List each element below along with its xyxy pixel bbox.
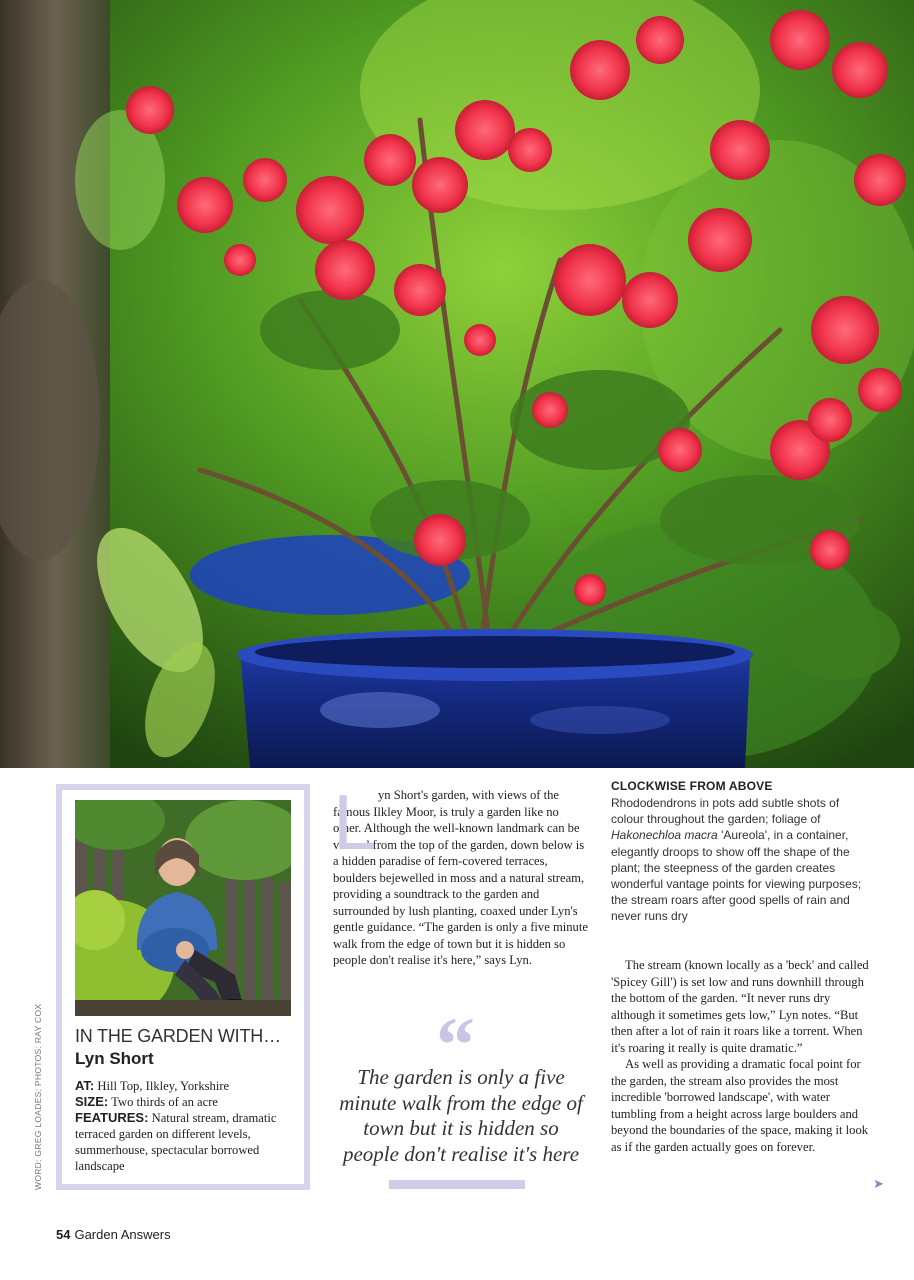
photo-caption <box>611 795 873 925</box>
sidebar-kicker: IN THE GARDEN WITH… <box>75 1026 281 1046</box>
body-paragraph-stream: The stream (known locally as a 'beck' and called 'Spicey Gill') is set low and runs downhill through the bottom of the garden. “It never runs dry although it sometimes gets low,” Lyn notes. “But then after a lot of rain it roars like a torrent. When it's roaring it really is quite dramatic.” <box>611 958 869 1055</box>
fact-label: SIZE: <box>75 1094 109 1109</box>
pull-quote-rule <box>389 1180 525 1189</box>
body-paragraph-landscape: As well as providing a dramatic focal point for the garden, the stream also provides the most incredible 'borrowed landscape', with water tumbling from a height across large boulders and beyond the boundaries of the space, making it look as if the garden actually goes on forever. <box>611 1057 869 1154</box>
caption-text-post: 'Aureola', in a container, elegantly droops to show off the shape of the plant; the steepness of the garden creates wonderful vantage points for viewing purposes; the stream roars after good spells of rain and never runs dry <box>611 828 862 924</box>
page-footer <box>56 1227 171 1242</box>
article-body <box>611 957 869 1155</box>
quote-marks-icon: “ <box>436 1001 475 1088</box>
fact-label: AT: <box>75 1078 95 1093</box>
portrait-photo <box>75 800 291 1016</box>
article-intro <box>333 778 589 969</box>
fact-features <box>75 1110 297 1174</box>
garden-facts <box>75 1078 297 1174</box>
intro-text: yn Short's garden, with views of the famous Ilkley Moor, is truly a garden like no other. Although the well-known landmark can be viewed from the top of the garden, down below is a hidden paradise of fern-covered terraces, boulders bejewelled in moss and a natural stream, providing a soundtrack to the garden and surrounded by lush planting, coaxed under Lyn's gentle guidance. “The garden is only a five minute walk from the edge of town but it is hidden so people don't realise it's here,” says Lyn. <box>333 788 588 967</box>
caption-heading: CLOCKWISE FROM ABOVE <box>611 779 773 793</box>
caption-text-pre: Rhododendrons in pots add subtle shots of colour throughout the garden; foliage of <box>611 796 840 827</box>
fact-value: Natural stream, dramatic terraced garden on different levels, summerhouse, spectacular borrowed landscape <box>75 1111 277 1173</box>
gardener-name: Lyn Short <box>75 1049 154 1068</box>
fact-value: Two thirds of an acre <box>111 1095 218 1109</box>
caption-plant-name: Hakonechloa macra <box>611 828 718 843</box>
fact-value: Hill Top, Ilkley, Yorkshire <box>97 1079 230 1093</box>
pull-quote: The garden is only a five minute walk from the edge of town but it is hidden so people don't realise it's here <box>339 1065 583 1166</box>
continue-arrow-icon: ➤ <box>873 1177 884 1192</box>
page-number: 54 <box>56 1227 71 1242</box>
fact-at <box>75 1078 297 1094</box>
fact-label: FEATURES: <box>75 1110 149 1125</box>
drop-cap: L <box>333 778 377 866</box>
photo-credit: WORD: GREG LOADES; PHOTOS: RAY COX <box>33 1003 43 1190</box>
fact-size <box>75 1094 297 1110</box>
profile-box <box>56 784 310 1190</box>
magazine-title: Garden Answers <box>74 1227 171 1242</box>
portrait-illustration <box>75 800 291 1016</box>
